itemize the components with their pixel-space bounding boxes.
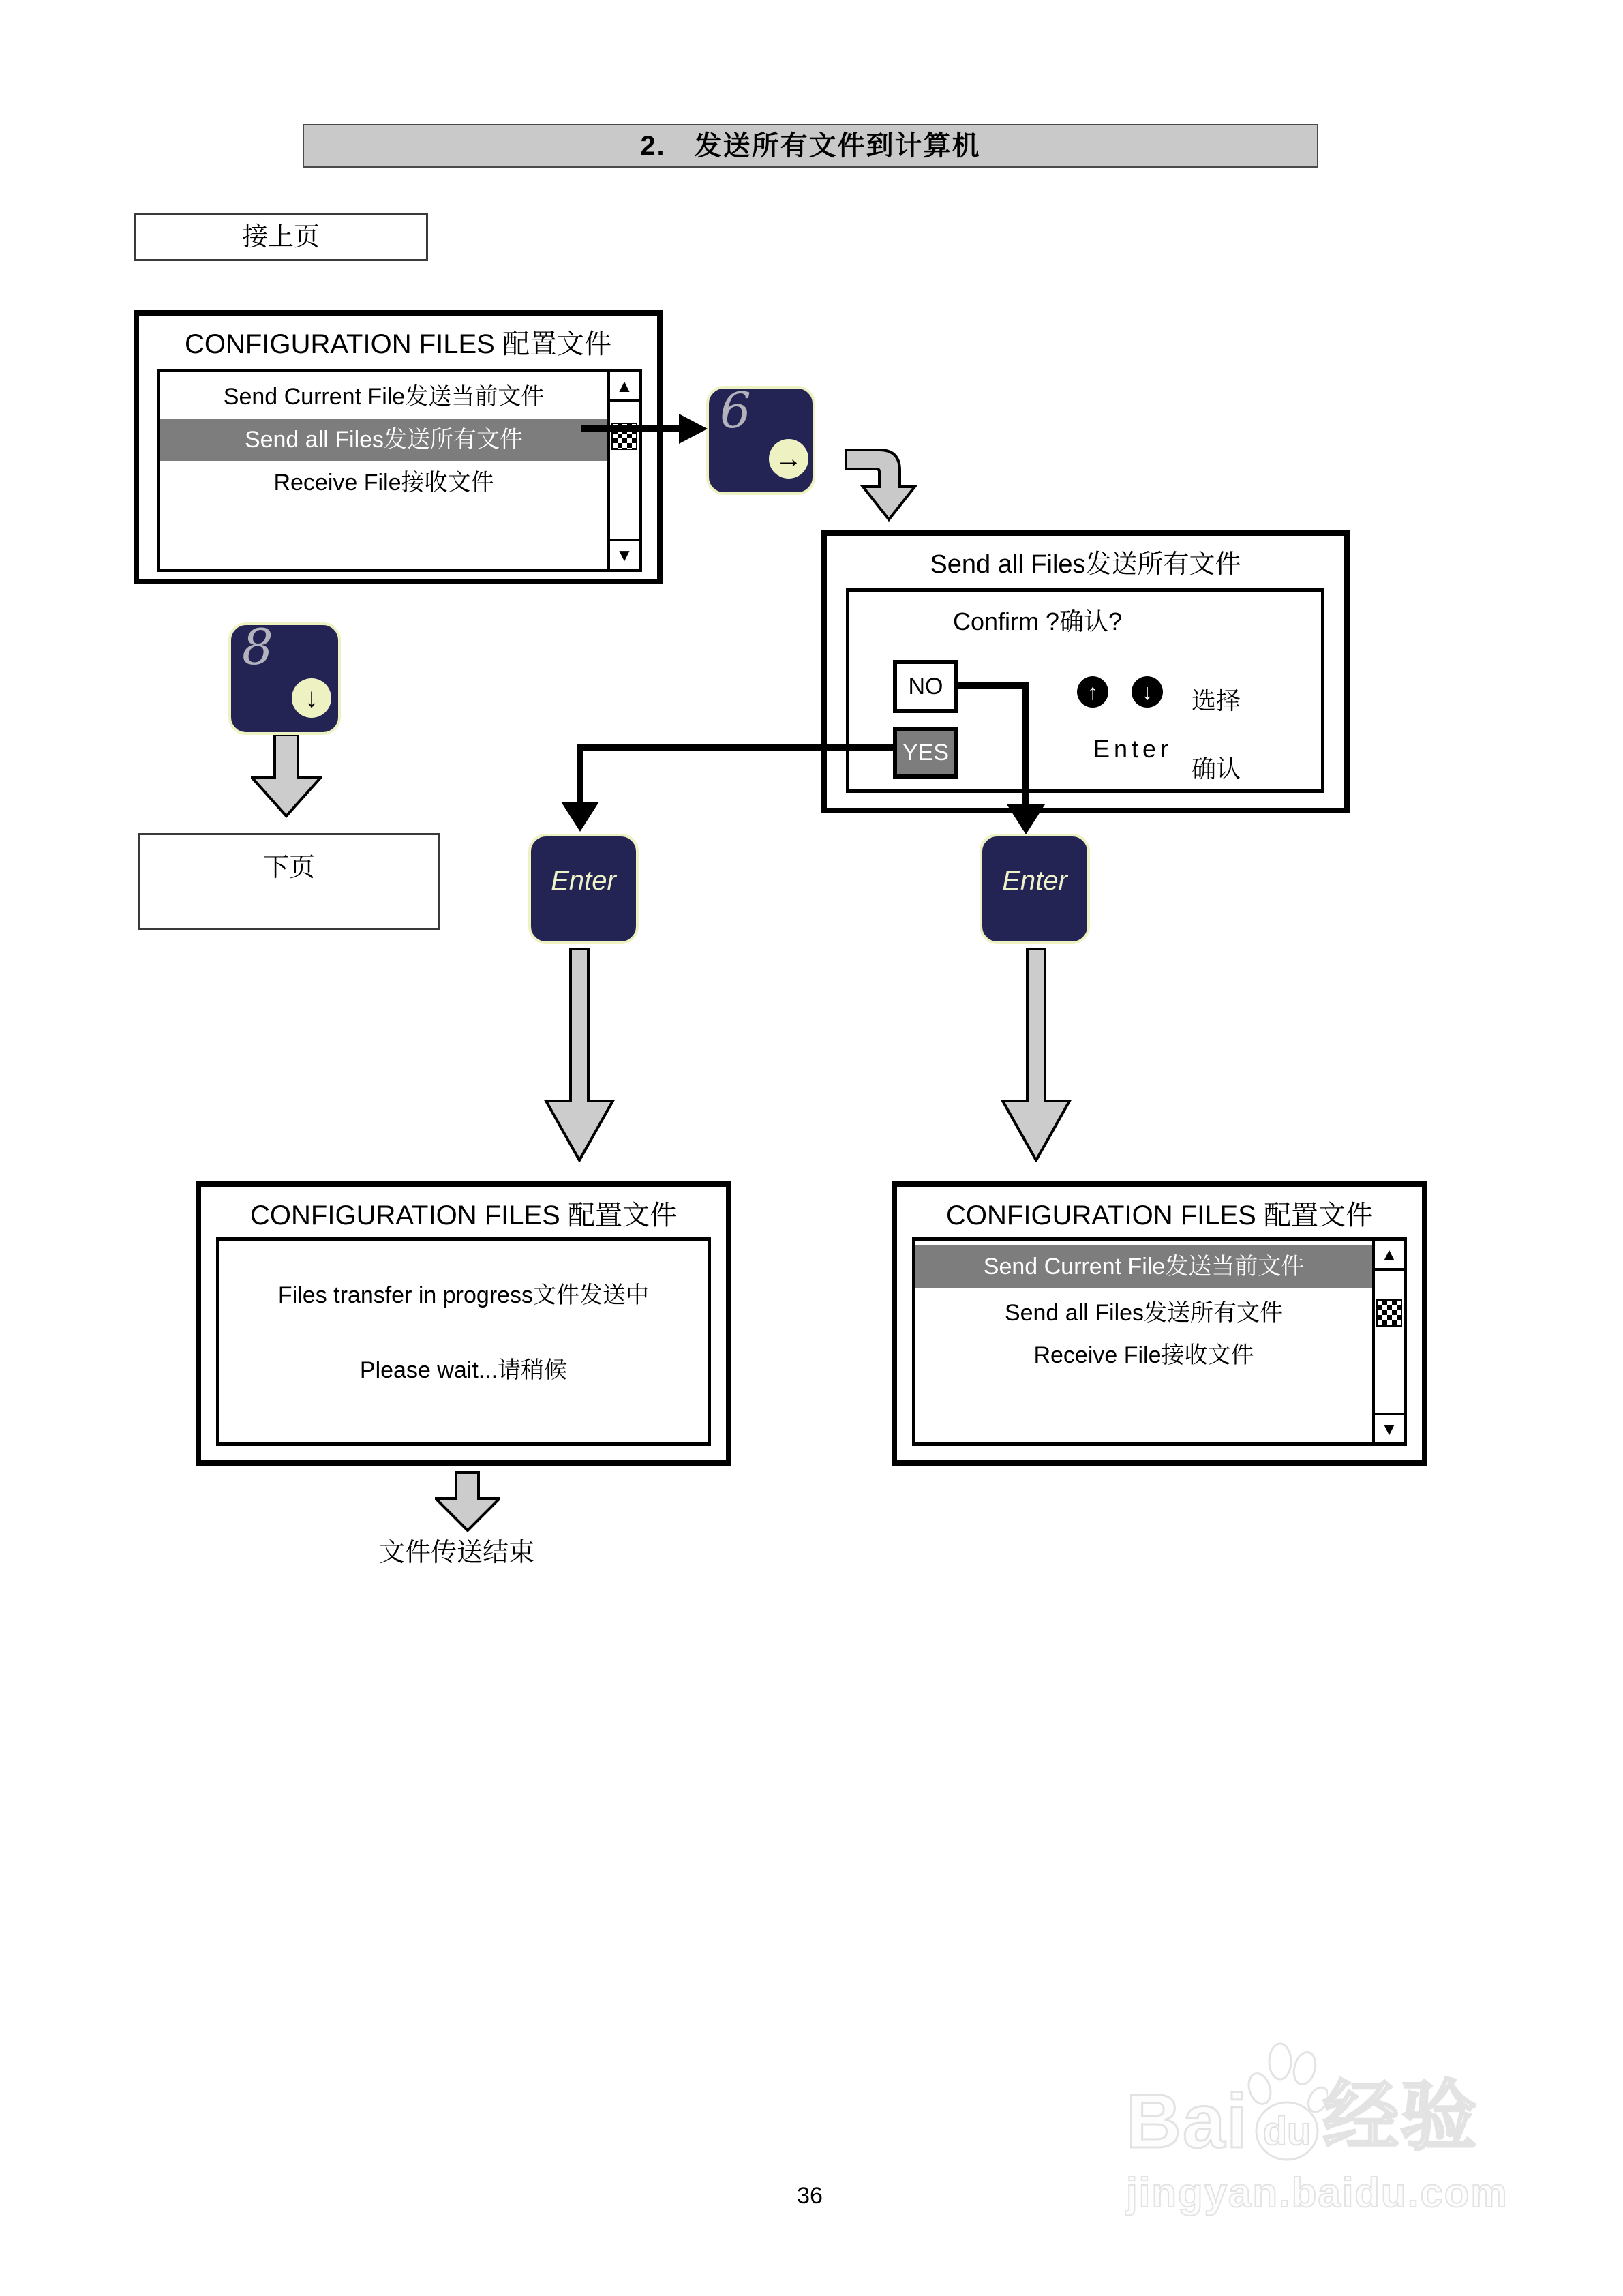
prev-page-box: 接上页 [134, 213, 428, 261]
screen-title: CONFIGURATION FILES 配置文件 [946, 1200, 1373, 1230]
arrow-yes-to-enter-head [561, 802, 599, 832]
confirm-hint: 确认 [1192, 755, 1241, 783]
end-caption: 文件传送结束 [378, 1539, 534, 1567]
next-page-box: 下页 [138, 833, 440, 930]
scroll-up-icon: ▲ [610, 372, 639, 402]
line-yes-to-enter-v [577, 744, 583, 803]
arrow-key6-to-dialog [845, 449, 920, 522]
arrow-enter-left-down [544, 948, 615, 1162]
menu-item-send-current-file: Send Current File发送当前文件 [915, 1245, 1372, 1288]
config-files-screen-bottom [892, 1181, 1427, 1466]
menu-item-receive-file: Receive File接收文件 [1033, 1342, 1254, 1368]
watermark-brand [1126, 2038, 1576, 2165]
scroll-down-icon: ▼ [1375, 1413, 1404, 1442]
key-6-digit: 6 [720, 382, 751, 439]
up-arrow-icon: ↑ [1077, 676, 1108, 708]
screen-title: CONFIGURATION FILES 配置文件 [250, 1200, 677, 1230]
arrow-no-to-enter-head [1007, 804, 1045, 834]
screen-display [157, 369, 642, 572]
scroll-down-icon: ▼ [610, 539, 639, 569]
screen-title: CONFIGURATION FILES 配置文件 [185, 329, 611, 359]
watermark-brand-right: 经验 [1322, 2074, 1478, 2159]
confirm-prompt: Confirm ?确认? [952, 607, 1123, 635]
enter-key-label: Enter [551, 865, 616, 896]
progress-line2: Please wait...请稍候 [359, 1357, 568, 1383]
watermark [1126, 2038, 1576, 2236]
progress-screen [196, 1181, 731, 1466]
key-8-digit: 8 [242, 618, 273, 676]
enter-key-right [980, 834, 1090, 944]
arrow-menu-to-key6 [581, 425, 682, 432]
page-number: 36 [797, 2183, 823, 2209]
menu-item-send-all-files: Send all Files发送所有文件 [160, 419, 607, 461]
screen-display [216, 1237, 711, 1446]
screen-display [912, 1237, 1407, 1446]
arrow-progress-to-end [435, 1471, 500, 1532]
no-option: NO [893, 660, 958, 713]
right-arrow-icon: → [769, 439, 808, 479]
line-no-to-enter-h [957, 682, 1029, 689]
dialog-title: Send all Files发送所有文件 [930, 550, 1241, 579]
confirm-dialog [821, 530, 1350, 813]
down-arrow-icon: ↓ [1132, 676, 1163, 708]
arrow-menu-to-key6-head [679, 414, 708, 444]
down-arrow-icon: ↓ [292, 678, 331, 718]
menu-item-send-all-files: Send all Files发送所有文件 [1004, 1300, 1284, 1326]
dialog-display [846, 588, 1324, 793]
enter-key-label: Enter [1002, 865, 1067, 896]
key-6 [706, 382, 815, 495]
menu-item-receive-file: Receive File接收文件 [273, 470, 494, 496]
watermark-url: jingyan.baidu.com [1126, 2170, 1508, 2216]
watermark-brand-left: Bai [1126, 2079, 1249, 2164]
scroll-up-icon: ▲ [1375, 1241, 1404, 1271]
select-hint: 选择 [1192, 686, 1241, 714]
enter-key-left [528, 834, 639, 944]
paw-icon [1243, 2038, 1328, 2165]
scrollbar [607, 372, 639, 569]
line-no-to-enter-v [1022, 682, 1029, 806]
arrow-enter-right-down [1001, 948, 1072, 1162]
config-files-screen-top [134, 310, 663, 584]
section-title-bar: 2. 发送所有文件到计算机 [303, 124, 1318, 168]
line-yes-to-enter-h [577, 744, 896, 751]
yes-option: YES [893, 727, 958, 779]
key-8 [228, 618, 341, 735]
svg-text:du: du [1262, 2109, 1311, 2154]
scrollbar-thumb [1376, 1299, 1402, 1327]
arrow-key8-to-next-page [251, 735, 322, 818]
progress-line1: Files transfer in progress文件发送中 [277, 1282, 650, 1308]
menu-item-send-current-file: Send Current File发送当前文件 [223, 384, 545, 410]
scrollbar [1372, 1241, 1404, 1442]
enter-hint-label: Enter [1093, 735, 1173, 763]
